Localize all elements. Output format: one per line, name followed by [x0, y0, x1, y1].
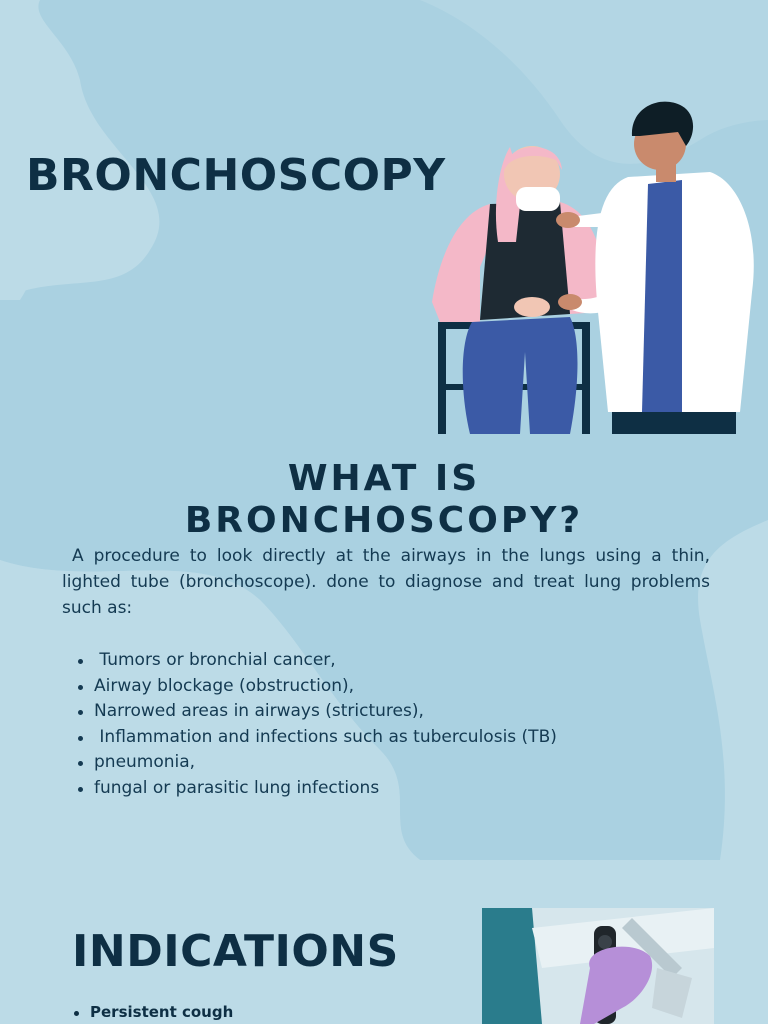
- list-item: Narrowed areas in airways (strictures),: [76, 699, 557, 725]
- doctor-patient-illustration: [420, 92, 760, 434]
- conditions-list: [76, 648, 557, 802]
- section-heading-line2: BRONCHOSCOPY?: [184, 500, 584, 541]
- indications-heading: INDICATIONS: [72, 926, 399, 977]
- list-item: fungal or parasitic lung infections: [76, 776, 557, 802]
- section-heading: [0, 458, 768, 542]
- list-item: Airway blockage (obstruction),: [76, 674, 557, 700]
- list-item: pneumonia,: [76, 750, 557, 776]
- bronchoscope-photo: [482, 908, 714, 1024]
- list-item: Inflammation and infections such as tuberculosis (TB): [76, 725, 557, 751]
- page-title: BRONCHOSCOPY: [26, 150, 446, 201]
- indications-list: [72, 1003, 233, 1021]
- list-item: Persistent cough: [72, 1003, 233, 1021]
- section-heading-line1: WHAT IS: [287, 458, 481, 499]
- list-item: Tumors or bronchial cancer,: [76, 648, 557, 674]
- intro-paragraph: A procedure to look directly at the airways in the lungs using a thin, lighted tube (bronchoscope). done to diagnose and treat lung problems such as:: [62, 546, 716, 618]
